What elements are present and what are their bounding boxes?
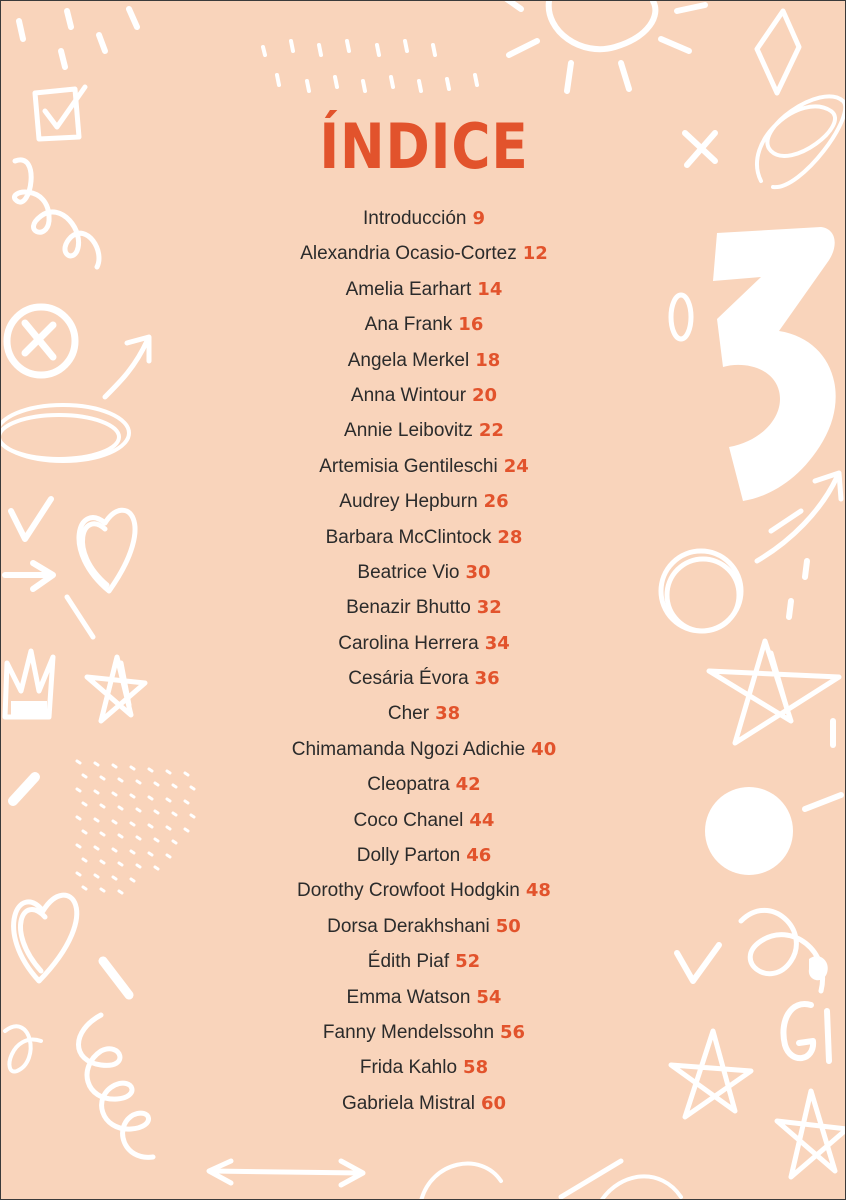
toc-entry xyxy=(1,307,846,342)
toc-entry-page-number: 16 xyxy=(458,314,484,336)
toc-entry-page-number: 12 xyxy=(522,243,548,265)
toc-entry-name: Audrey Hepburn xyxy=(339,491,478,513)
toc-entry-name: Cesária Évora xyxy=(348,668,469,690)
toc-entry xyxy=(1,520,846,555)
sun-icon xyxy=(501,1,705,91)
toc-entry-page-number: 32 xyxy=(476,597,502,619)
toc-entry-page-number: 46 xyxy=(466,845,492,867)
toc-entry-page-number: 44 xyxy=(469,809,495,831)
toc-entry xyxy=(1,909,846,944)
toc-entry xyxy=(1,1086,846,1121)
toc-entry-page-number: 60 xyxy=(480,1092,507,1114)
toc-entry xyxy=(1,343,846,378)
toc-entry-page-number: 26 xyxy=(483,491,509,513)
toc-entry-name: Introducción xyxy=(362,208,467,229)
toc-entry xyxy=(1,236,846,271)
toc-entry-page-number: 58 xyxy=(463,1057,489,1079)
toc-entry-page-number: 30 xyxy=(465,561,491,583)
diamond-icon xyxy=(757,11,799,93)
toc-entry-name: Dorothy Crowfoot Hodgkin xyxy=(297,880,520,902)
toc-entry xyxy=(1,590,846,625)
toc-entry-name: Benazir Bhutto xyxy=(346,597,471,619)
toc-entry-name: Frida Kahlo xyxy=(359,1057,458,1079)
toc-entry-name: Dorsa Derakhshani xyxy=(327,915,490,937)
toc-entry-page-number: 38 xyxy=(435,703,461,725)
toc-entry-name: Anna Wintour xyxy=(350,384,467,406)
arrow-icon xyxy=(209,1161,363,1185)
toc-entry-name: Cher xyxy=(387,703,430,725)
toc-entry-name: Coco Chanel xyxy=(353,809,464,831)
toc-entry-page-number: 20 xyxy=(472,384,498,406)
toc-entry xyxy=(1,838,846,873)
toc-entry-name: Alexandria Ocasio-Cortez xyxy=(300,243,517,265)
toc-entry-page-number: 40 xyxy=(531,738,557,760)
toc-entry xyxy=(1,484,846,519)
toc-entry xyxy=(1,767,846,802)
dash-marks-icon xyxy=(19,9,137,67)
page-title: ÍNDICE xyxy=(319,110,529,183)
toc-entry-name: Emma Watson xyxy=(346,986,471,1008)
toc-entry-page-number: 36 xyxy=(474,668,500,690)
toc-entry-page-number: 9 xyxy=(472,208,486,229)
toc-entry-page-number: 42 xyxy=(455,774,481,796)
toc-entry xyxy=(1,1015,846,1050)
toc-entry xyxy=(1,732,846,767)
table-of-contents xyxy=(1,201,846,1121)
toc-entry-name: Annie Leibovitz xyxy=(344,420,473,442)
toc-entry-page-number: 28 xyxy=(497,526,523,548)
toc-entry xyxy=(1,944,846,979)
toc-entry xyxy=(1,1050,846,1085)
toc-entry-name: Barbara McClintock xyxy=(325,526,492,548)
toc-entry-page-number: 50 xyxy=(495,915,521,937)
dash-marks-icon xyxy=(263,41,477,91)
toc-entry xyxy=(1,803,846,838)
toc-entry-page-number: 56 xyxy=(500,1021,526,1043)
toc-entry-page-number: 14 xyxy=(477,278,503,300)
toc-entry-name: Cleopatra xyxy=(367,774,450,796)
toc-entry-name: Beatrice Vio xyxy=(357,561,460,583)
toc-entry xyxy=(1,449,846,484)
toc-entry-name: Fanny Mendelssohn xyxy=(322,1021,495,1043)
toc-entry xyxy=(1,696,846,731)
toc-entry xyxy=(1,272,846,307)
toc-entry xyxy=(1,626,846,661)
toc-entry-page-number: 34 xyxy=(484,632,510,654)
toc-entry-page-number: 48 xyxy=(525,880,551,902)
toc-entry xyxy=(1,980,846,1015)
toc-entry-page-number: 22 xyxy=(478,420,504,442)
toc-entry xyxy=(1,873,846,908)
toc-entry-name: Carolina Herrera xyxy=(338,632,479,654)
scribble-icon xyxy=(421,1164,681,1200)
toc-entry xyxy=(1,555,846,590)
toc-entry-name: Édith Piaf xyxy=(367,951,450,973)
toc-entry-page-number: 52 xyxy=(455,951,481,973)
toc-entry-name: Artemisia Gentileschi xyxy=(319,455,498,477)
toc-entry-page-number: 18 xyxy=(475,349,501,371)
toc-entry-page-number: 24 xyxy=(503,455,529,477)
arrow-icon xyxy=(561,1161,621,1197)
toc-entry-name: Ana Frank xyxy=(364,314,453,336)
toc-entry-name: Dolly Parton xyxy=(356,845,461,867)
toc-entry-name: Amelia Earhart xyxy=(345,278,472,300)
toc-entry xyxy=(1,413,846,448)
toc-entry-page-number: 54 xyxy=(476,986,502,1008)
toc-entry xyxy=(1,201,846,236)
toc-entry-name: Gabriela Mistral xyxy=(341,1092,475,1114)
toc-entry xyxy=(1,378,846,413)
toc-entry xyxy=(1,661,846,696)
toc-entry-name: Angela Merkel xyxy=(347,349,470,371)
toc-entry-name: Chimamanda Ngozi Adichie xyxy=(291,738,526,760)
